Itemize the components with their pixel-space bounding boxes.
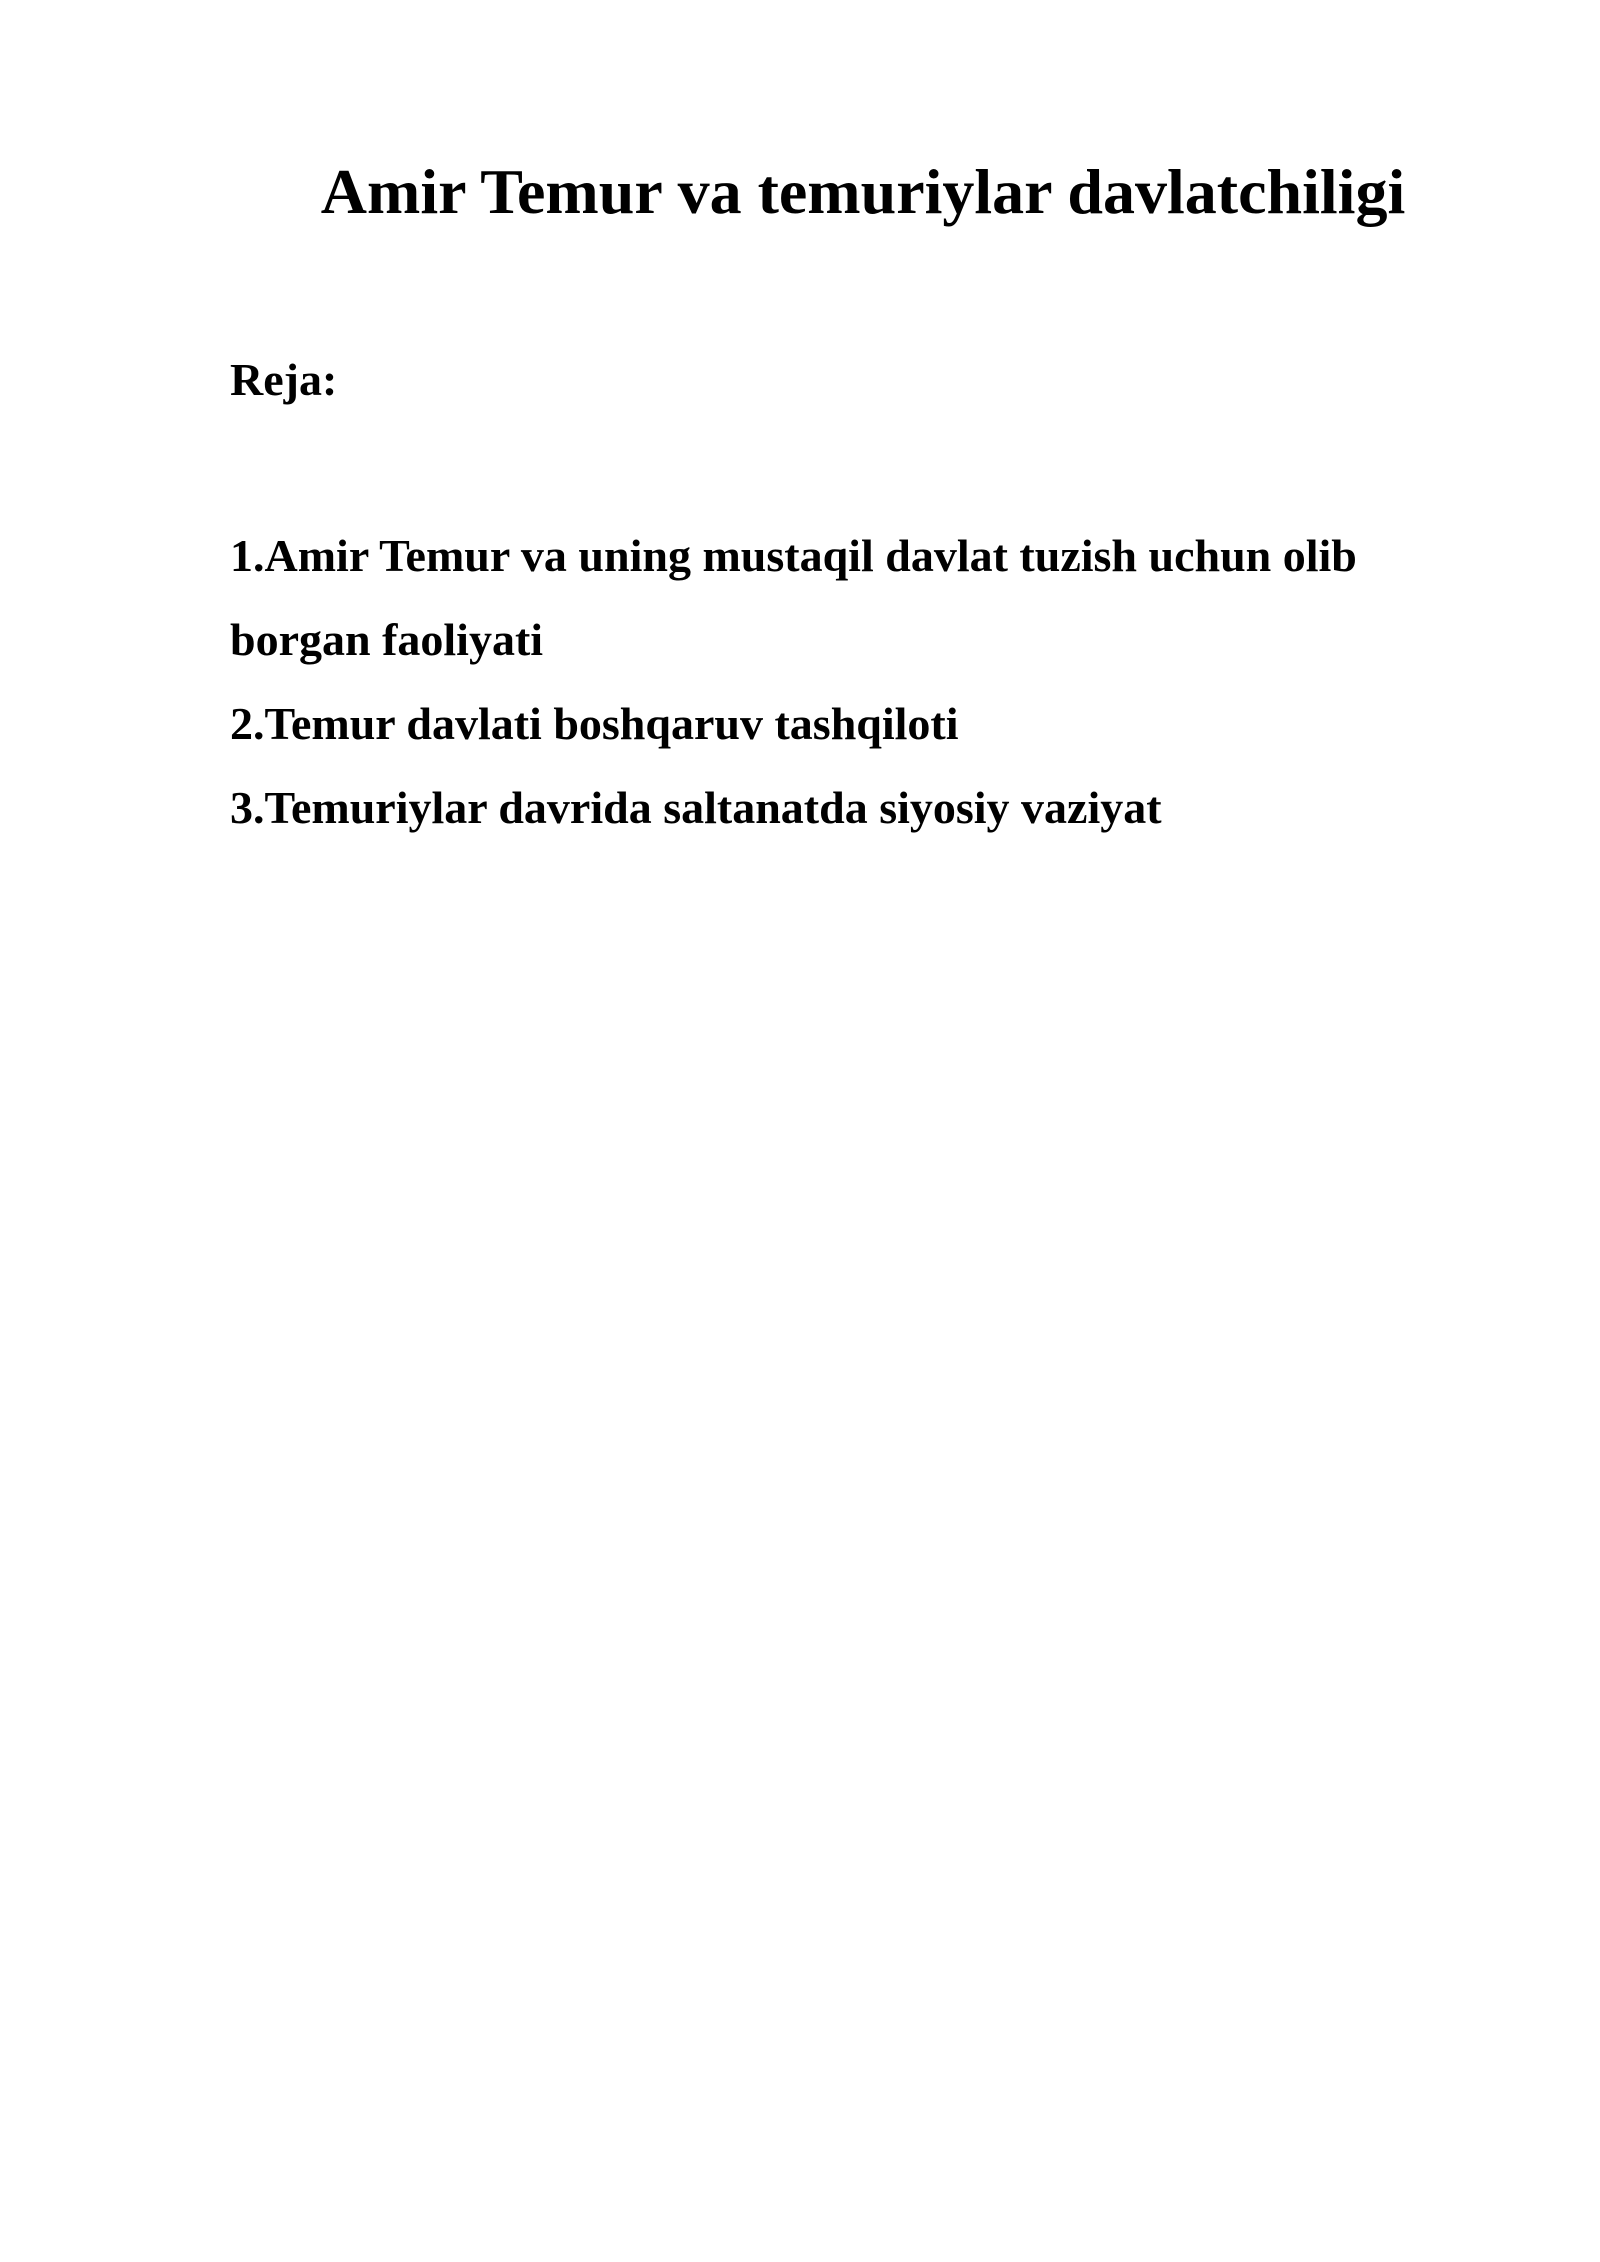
plan-heading: Reja: <box>230 354 338 405</box>
plan-item-3: 3.Temuriylar davrida saltanatda siyosiy vaziyat <box>230 782 1162 833</box>
document-title: Amir Temur va temuriylar davlatchiligi <box>320 156 1406 227</box>
plan-item-2: 2.Temur davlati boshqaruv tashqiloti <box>230 698 959 749</box>
plan-item-1: 1.Amir Temur va uning mustaqil davlat tuzish uchun olib borgan faoliyati <box>230 530 1357 665</box>
plan-list <box>230 514 1470 850</box>
